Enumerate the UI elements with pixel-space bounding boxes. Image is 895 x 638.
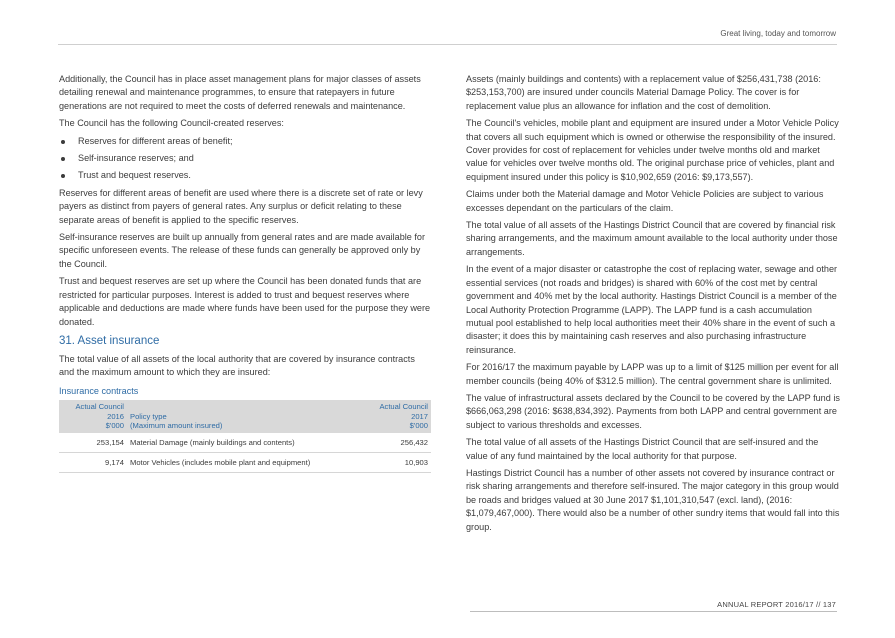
cell-2016: 253,154 [59,433,127,453]
header-line: (Maximum amount insured) [130,421,223,431]
right-column [466,73,840,538]
header-line: $'000 [105,421,124,431]
left-column [59,73,431,473]
paragraph: The total value of all assets of the local authority that are covered by insurance contracts and the maximum amount to which they are insured: [59,353,415,378]
paragraph: Self-insurance reserves are built up annually from general rates and are made available for specific unforeseen events. The release of these funds can generally be approved only by the Council. [59,232,425,269]
reserves-list [59,135,431,183]
paragraph: Reserves for different areas of benefit are used where there is a discrete set of rate or levy payers as distinct from payers of general rates. Any surplus or deficit relating to these separate areas of benefit is applied to the specific reserves. [59,187,423,225]
table-title: Insurance contracts [59,385,139,396]
header-line: 2016 [107,411,124,421]
paragraph: Assets (mainly buildings and contents) with a replacement value of $256,431,738 (2016: $253,153,700) are insured under councils Material Damage Policy. The cover is for replacement value plus an allowance for inflation and the cost of demolition. [466,74,821,111]
header-line: 2017 [411,411,428,421]
paragraph: The total value of all assets of the Hastings District Council that are covered by financial risk sharing arrangements, and the maximum amount available to the local authority under those arrangements. [466,220,838,257]
paragraph: Trust and bequest reserves are set up where the Council has been donated funds that are restricted for particular purposes. Interest is added to trust and bequest reserves where applicable and deductions are made where funds have been used for the purpose they were donated. [59,276,431,327]
table-row [59,433,431,453]
list-item: Trust and bequest reserves. [59,169,431,182]
cell-policy: Motor Vehicles (includes mobile plant and equipment) [127,452,363,472]
paragraph: The total value of all assets of the Hastings District Council that are self-insured and the value of any fund maintained by the local authority for that purpose. [466,437,819,461]
paragraph: In the event of a major disaster or catastrophe the cost of replacing water, sewage and other essential services (not roads and bridges) is shared with 60% of the cost met by central government and 40% met by the local authority. Hastings District Council is a member of the Local Authority Protection Programme (LAPP). The LAPP fund is a cash accumulation mutual pool established to help local authorities meet their 40% share in the event of such a disaster; it does this by maintaining cash reserves and also purchasing infrastructure reinsurance. [466,264,838,355]
header-tagline: Great living, today and tomorrow [720,29,836,38]
footer-page-label: ANNUAL REPORT 2016/17 // 137 [717,600,836,609]
header-line: $'000 [409,421,428,431]
cell-2017: 256,432 [363,433,431,453]
column-header-policy-type [127,400,363,433]
cell-2017: 10,903 [363,452,431,472]
section-heading: 31. Asset insurance [59,334,160,347]
insurance-contracts-table [59,400,431,473]
paragraph: Claims under both the Material damage and Motor Vehicle Policies are subject to various excesses dependant on the particulars of the claim. [466,189,824,213]
header-line: Policy type [130,411,167,421]
header-divider [58,44,837,45]
header-line: Actual Council [75,402,124,412]
paragraph: For 2016/17 the maximum payable by LAPP was up to a limit of $125 million per event for all member councils (being 40% of $312.5 million). The central government share is unlimited. [466,362,839,386]
list-item: Reserves for different areas of benefit; [59,135,431,148]
table-row [59,452,431,472]
paragraph: The Council's vehicles, mobile plant and equipment are insured under a Motor Vehicle Policy that covers all such equipment which is owned or otherwise the responsibility of the insured. Cover provides for cost of replacement for vehicles under twelve months old and market value for vehicles over twelve months old. The original purchase price of vehicles, plant and equipment insured under this policy is $10,902,659 (2016: $9,173,557). [466,118,839,182]
cell-policy: Material Damage (mainly buildings and contents) [127,433,363,453]
column-header-2016 [59,400,127,433]
paragraph: The value of infrastructural assets declared by the Council to be covered by the LAPP fund is $666,063,298 (2016: $638,834,392). Payments from both LAPP and central government are subject to various thresholds and excesses. [466,392,840,430]
paragraph: The Council has the following Council-created reserves: [59,118,284,129]
table-header-row [59,400,431,433]
column-header-2017 [363,400,431,433]
cell-2016: 9,174 [59,452,127,472]
paragraph: Hastings District Council has a number of other assets not covered by insurance contract or risk sharing arrangements and therefore self-insured. The major category in this group would be roads and bridges valued at 30 June 2017 $1,101,310,547 (excl. land), (2016: $1,079,467,000). There would also be a number of other sundry items that would fall into this group. [466,467,840,532]
header-line: Actual Council [379,402,428,412]
footer-divider [470,611,837,612]
list-item: Self-insurance reserves; and [59,152,431,165]
paragraph: Additionally, the Council has in place asset management plans for major classes of assets detailing renewal and maintenance programmes, to ensure that ratepayers in future generations are not required to meet the costs of deferred renewals and maintenance. [59,74,421,111]
